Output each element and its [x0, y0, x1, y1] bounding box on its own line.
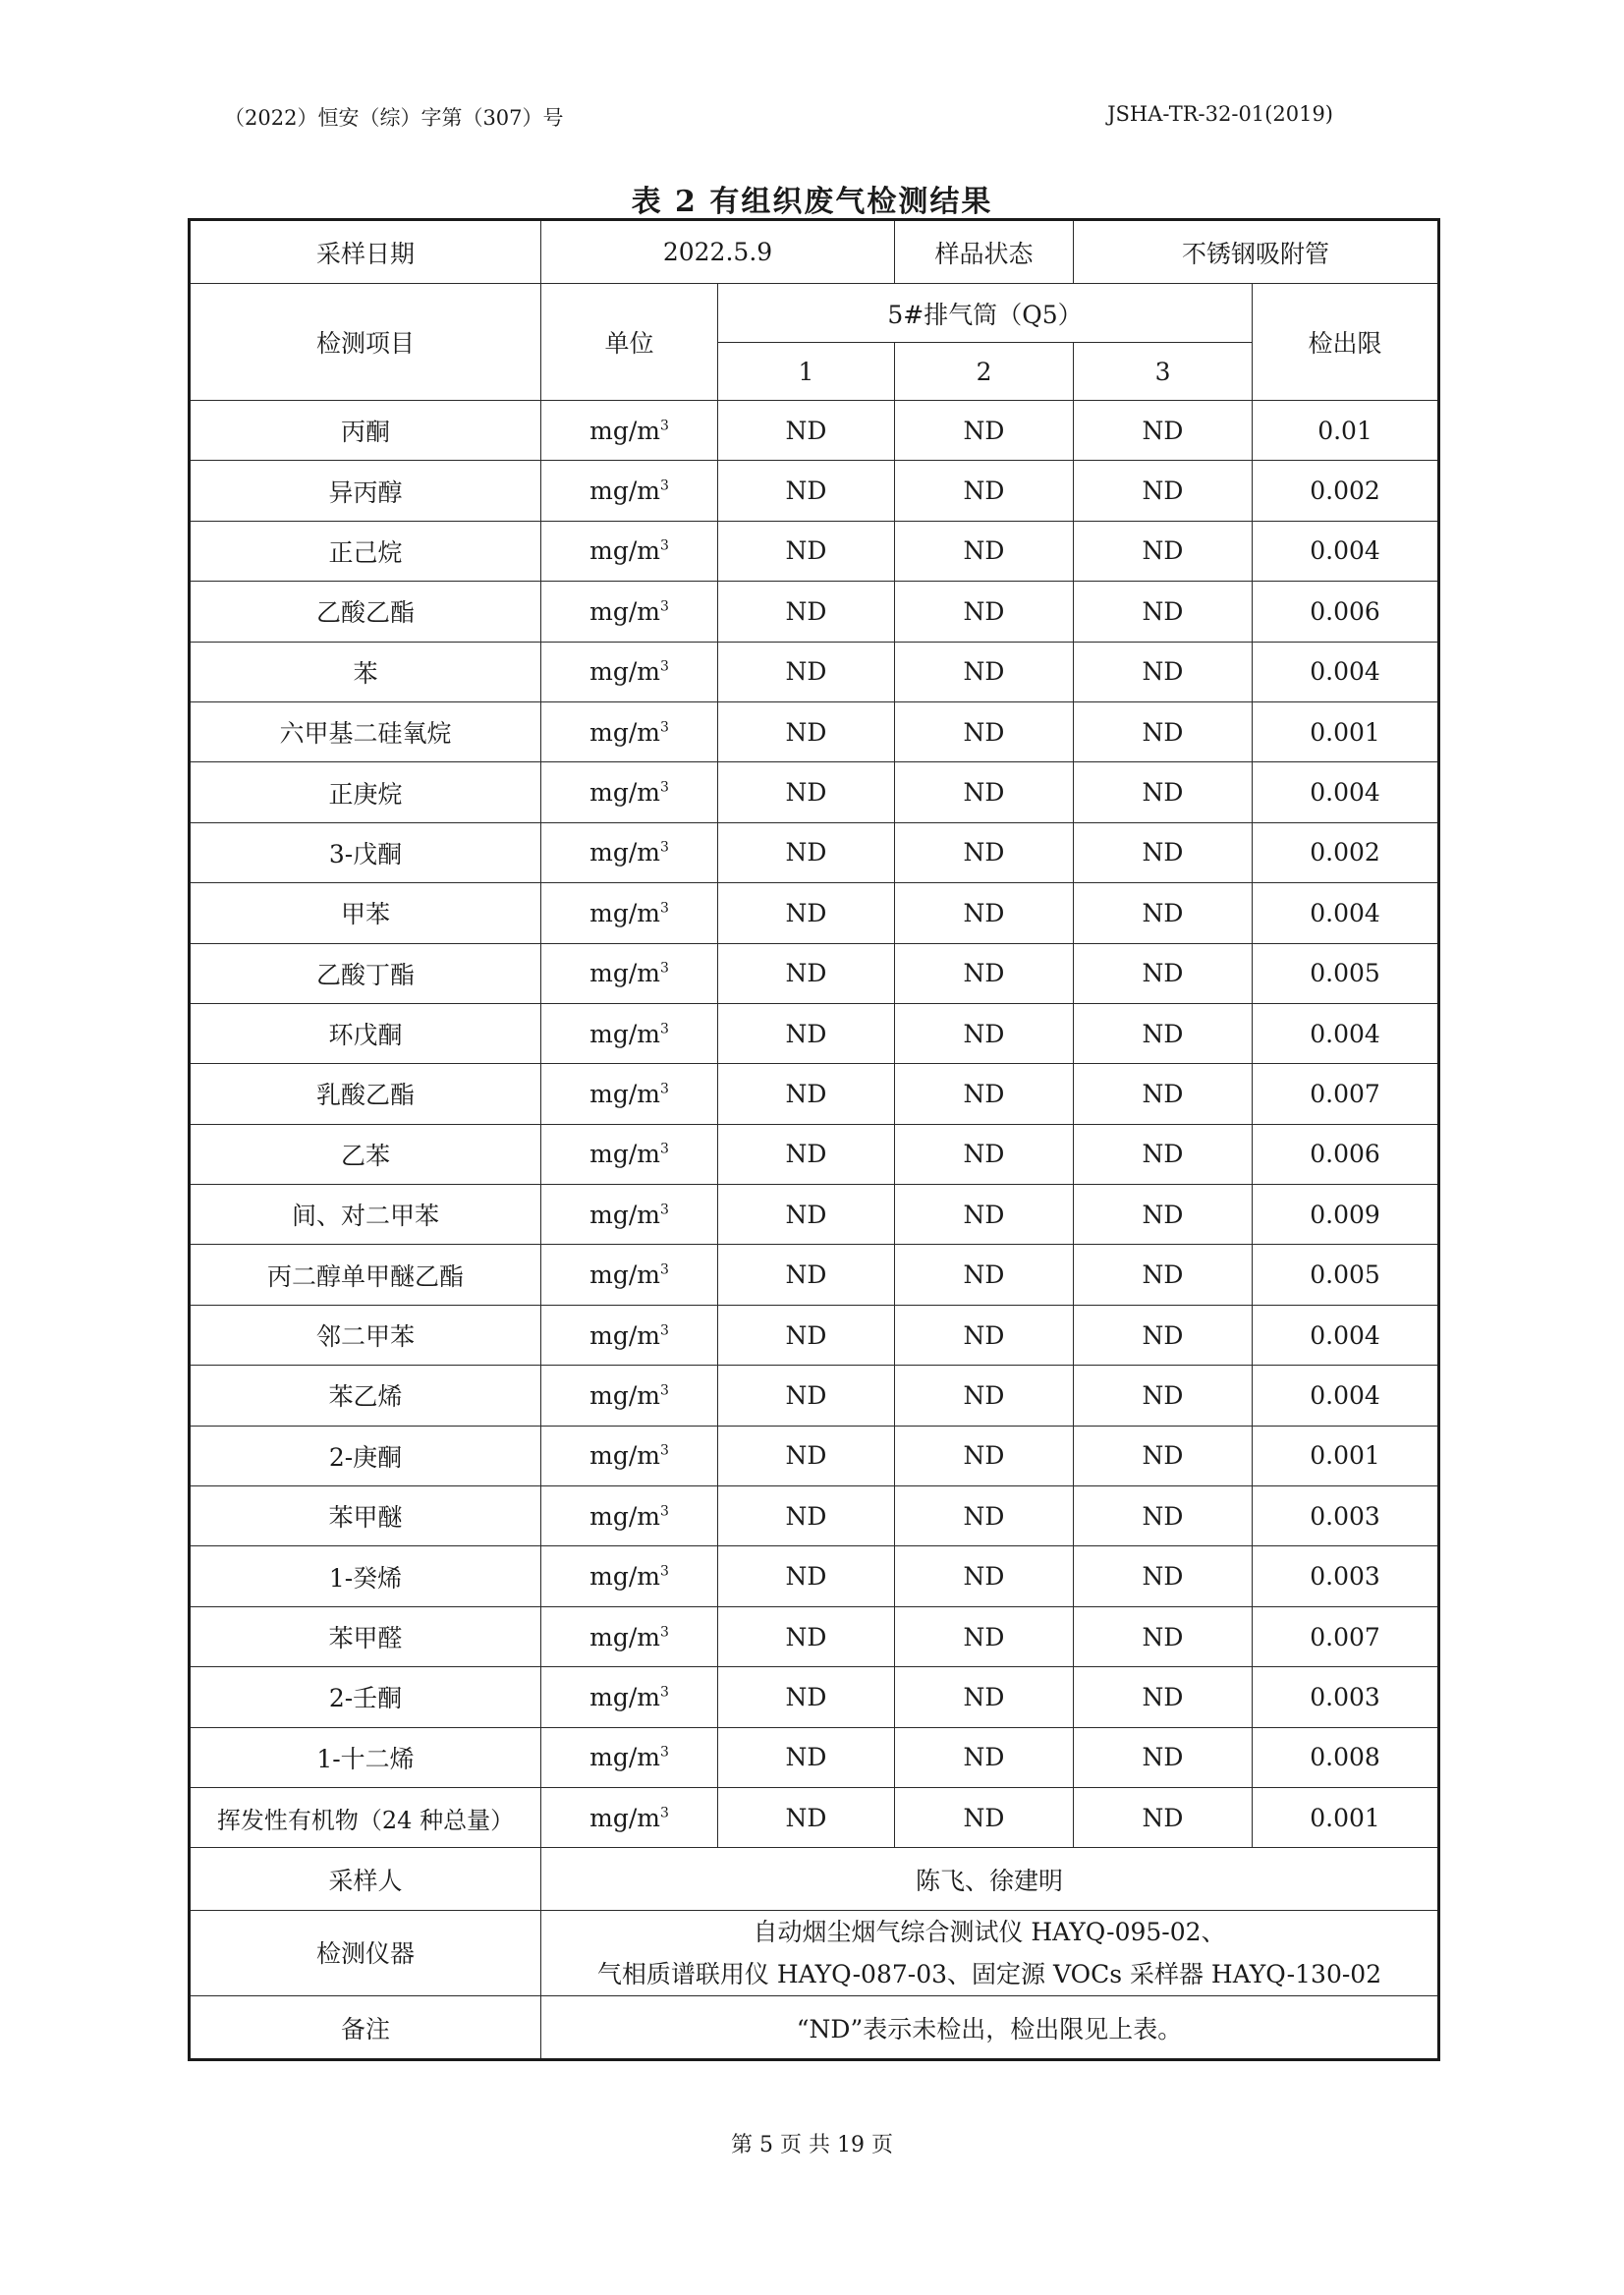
row-limit: 0.001 [1253, 701, 1439, 761]
col-sub-1: 1 [718, 343, 895, 401]
unit-text: mg/m [589, 1019, 660, 1048]
row-unit [541, 1606, 718, 1666]
row-value-2: ND [895, 1727, 1074, 1787]
col-unit-header: 单位 [541, 284, 718, 401]
row-limit: 0.004 [1253, 521, 1439, 581]
row-limit: 0.001 [1253, 1426, 1439, 1485]
unit-text: mg/m [589, 1803, 660, 1832]
row-item: 苯甲醚 [190, 1486, 541, 1546]
row-unit [541, 642, 718, 701]
table-row [190, 822, 1439, 882]
row-item: 乳酸乙酯 [190, 1064, 541, 1124]
table-row [190, 1124, 1439, 1184]
unit-text: mg/m [589, 657, 660, 687]
unit-text: mg/m [589, 1140, 660, 1169]
row-unit [541, 1426, 718, 1485]
row-limit: 0.007 [1253, 1064, 1439, 1124]
row-value-3: ND [1074, 401, 1253, 461]
sampler-names: 陈飞、徐建明 [541, 1848, 1439, 1911]
row-value-3: ND [1074, 701, 1253, 761]
remark-text: “ND”表示未检出，检出限见上表。 [541, 1996, 1439, 2060]
row-value-1: ND [718, 1606, 895, 1666]
col-group-header: 5#排气筒（Q5） [718, 284, 1253, 343]
sampler-label: 采样人 [190, 1848, 541, 1911]
row-value-2: ND [895, 1366, 1074, 1426]
unit-text: mg/m [589, 838, 660, 868]
row-item: 苯 [190, 642, 541, 701]
row-value-2: ND [895, 1305, 1074, 1365]
row-value-3: ND [1074, 1787, 1253, 1847]
row-unit [541, 701, 718, 761]
row-value-3: ND [1074, 461, 1253, 521]
row-unit [541, 762, 718, 822]
table-row [190, 1426, 1439, 1485]
unit-text: mg/m [589, 1441, 660, 1471]
row-limit: 0.005 [1253, 943, 1439, 1003]
unit-superscript: 3 [659, 1202, 669, 1218]
row-unit [541, 1245, 718, 1305]
unit-superscript: 3 [659, 779, 669, 796]
row-item: 丙酮 [190, 401, 541, 461]
row-limit: 0.002 [1253, 461, 1439, 521]
unit-text: mg/m [589, 1320, 660, 1350]
unit-text: mg/m [589, 717, 660, 747]
instrument-line-1: 自动烟尘烟气综合测试仪 HAYQ-095-02、 [753, 1918, 1226, 1947]
row-value-1: ND [718, 461, 895, 521]
row-limit: 0.007 [1253, 1606, 1439, 1666]
row-unit [541, 461, 718, 521]
col-sub-2: 2 [895, 343, 1074, 401]
row-value-2: ND [895, 582, 1074, 642]
row-value-2: ND [895, 1546, 1074, 1606]
row-item: 乙苯 [190, 1124, 541, 1184]
unit-text: mg/m [589, 1079, 660, 1108]
row-value-1: ND [718, 1546, 895, 1606]
table-row [190, 1245, 1439, 1305]
row-value-3: ND [1074, 1426, 1253, 1485]
row-value-3: ND [1074, 1245, 1253, 1305]
row-unit [541, 1667, 718, 1727]
row-value-3: ND [1074, 1486, 1253, 1546]
row-value-2: ND [895, 762, 1074, 822]
row-value-1: ND [718, 701, 895, 761]
row-item: 苯乙烯 [190, 1366, 541, 1426]
row-item: 正己烷 [190, 521, 541, 581]
row-value-3: ND [1074, 1124, 1253, 1184]
row-limit: 0.004 [1253, 1305, 1439, 1365]
row-value-3: ND [1074, 1064, 1253, 1124]
unit-superscript: 3 [659, 1382, 669, 1399]
unit-superscript: 3 [659, 1142, 669, 1158]
row-item: 异丙醇 [190, 461, 541, 521]
unit-superscript: 3 [659, 477, 669, 494]
row-value-2: ND [895, 521, 1074, 581]
row-limit: 0.003 [1253, 1546, 1439, 1606]
unit-superscript: 3 [659, 719, 669, 736]
row-unit [541, 1003, 718, 1063]
row-value-3: ND [1074, 1606, 1253, 1666]
row-item: 苯甲醛 [190, 1606, 541, 1666]
row-value-2: ND [895, 701, 1074, 761]
unit-text: mg/m [589, 1743, 660, 1772]
row-item: 2-庚酮 [190, 1426, 541, 1485]
row-value-2: ND [895, 883, 1074, 943]
row-value-3: ND [1074, 582, 1253, 642]
row-unit [541, 943, 718, 1003]
row-value-1: ND [718, 822, 895, 882]
row-value-1: ND [718, 1486, 895, 1546]
row-value-1: ND [718, 521, 895, 581]
row-item: 甲苯 [190, 883, 541, 943]
row-item: 挥发性有机物（24 种总量） [190, 1787, 541, 1847]
unit-text: mg/m [589, 1682, 660, 1711]
row-unit [541, 1787, 718, 1847]
row-item: 3-戊酮 [190, 822, 541, 882]
unit-superscript: 3 [659, 538, 669, 555]
row-limit: 0.001 [1253, 1787, 1439, 1847]
table-row [190, 943, 1439, 1003]
col-limit-header: 检出限 [1253, 284, 1439, 401]
row-value-3: ND [1074, 642, 1253, 701]
row-value-2: ND [895, 1667, 1074, 1727]
row-unit [541, 1546, 718, 1606]
table-row [190, 642, 1439, 701]
unit-superscript: 3 [659, 840, 669, 857]
unit-text: mg/m [589, 1380, 660, 1410]
row-value-2: ND [895, 1606, 1074, 1666]
row-value-1: ND [718, 762, 895, 822]
table-row [190, 701, 1439, 761]
table-row [190, 1606, 1439, 1666]
sampler-row [190, 1848, 1439, 1911]
row-value-2: ND [895, 1486, 1074, 1546]
table-row [190, 1787, 1439, 1847]
table-title: 表 2 有组织废气检测结果 [631, 185, 993, 219]
remark-label: 备注 [190, 1996, 541, 2060]
row-item: 间、对二甲苯 [190, 1185, 541, 1245]
row-unit [541, 1185, 718, 1245]
row-limit: 0.004 [1253, 1003, 1439, 1063]
row-value-3: ND [1074, 1727, 1253, 1787]
report-number: （2022）恒安（综）字第（307）号 [224, 106, 564, 130]
unit-superscript: 3 [659, 1261, 669, 1278]
row-limit: 0.006 [1253, 582, 1439, 642]
unit-text: mg/m [589, 1501, 660, 1531]
unit-text: mg/m [589, 1562, 660, 1592]
row-limit: 0.002 [1253, 822, 1439, 882]
row-value-2: ND [895, 943, 1074, 1003]
row-value-2: ND [895, 1003, 1074, 1063]
column-header-row [190, 284, 1439, 343]
unit-text: mg/m [589, 536, 660, 566]
row-item: 六甲基二硅氧烷 [190, 701, 541, 761]
unit-text: mg/m [589, 416, 660, 445]
unit-text: mg/m [589, 1622, 660, 1651]
table-row [190, 883, 1439, 943]
row-limit: 0.005 [1253, 1245, 1439, 1305]
row-value-3: ND [1074, 1305, 1253, 1365]
table-row [190, 1305, 1439, 1365]
row-value-3: ND [1074, 1546, 1253, 1606]
row-item: 2-壬酮 [190, 1667, 541, 1727]
row-value-1: ND [718, 1003, 895, 1063]
row-unit [541, 582, 718, 642]
unit-superscript: 3 [659, 1805, 669, 1821]
table-row [190, 401, 1439, 461]
table-row [190, 1185, 1439, 1245]
row-limit: 0.004 [1253, 762, 1439, 822]
row-unit [541, 1486, 718, 1546]
row-value-1: ND [718, 401, 895, 461]
row-value-2: ND [895, 1064, 1074, 1124]
row-limit: 0.003 [1253, 1667, 1439, 1727]
sample-state-label: 样品状态 [895, 220, 1074, 284]
instrument-list [541, 1911, 1439, 1996]
unit-text: mg/m [589, 1200, 660, 1229]
instrument-row [190, 1911, 1439, 1996]
unit-superscript: 3 [659, 1081, 669, 1097]
row-unit [541, 883, 718, 943]
unit-superscript: 3 [659, 658, 669, 675]
row-item: 乙酸乙酯 [190, 582, 541, 642]
unit-superscript: 3 [659, 1021, 669, 1037]
instrument-label: 检测仪器 [190, 1911, 541, 1996]
unit-superscript: 3 [659, 1684, 669, 1701]
table-row [190, 1727, 1439, 1787]
row-value-2: ND [895, 461, 1074, 521]
row-item: 丙二醇单甲醚乙酯 [190, 1245, 541, 1305]
row-unit [541, 401, 718, 461]
sample-state: 不锈钢吸附管 [1074, 220, 1439, 284]
unit-text: mg/m [589, 476, 660, 506]
row-value-1: ND [718, 1727, 895, 1787]
unit-superscript: 3 [659, 1503, 669, 1520]
row-value-1: ND [718, 1305, 895, 1365]
document-code: JSHA-TR-32-01(2019) [1107, 102, 1333, 126]
row-value-1: ND [718, 642, 895, 701]
remark-row [190, 1996, 1439, 2060]
row-value-3: ND [1074, 943, 1253, 1003]
unit-superscript: 3 [659, 900, 669, 917]
results-table [188, 218, 1440, 2061]
table-row [190, 1546, 1439, 1606]
row-unit [541, 1727, 718, 1787]
unit-text: mg/m [589, 596, 660, 626]
row-value-1: ND [718, 1667, 895, 1727]
row-item: 正庚烷 [190, 762, 541, 822]
table-row [190, 762, 1439, 822]
table-row [190, 1366, 1439, 1426]
row-value-1: ND [718, 1064, 895, 1124]
row-limit: 0.008 [1253, 1727, 1439, 1787]
row-unit [541, 521, 718, 581]
table-row [190, 521, 1439, 581]
row-value-2: ND [895, 822, 1074, 882]
row-item: 邻二甲苯 [190, 1305, 541, 1365]
table-row [190, 1003, 1439, 1063]
row-unit [541, 822, 718, 882]
row-limit: 0.004 [1253, 1366, 1439, 1426]
row-value-1: ND [718, 1245, 895, 1305]
row-item: 1-十二烯 [190, 1727, 541, 1787]
unit-superscript: 3 [659, 1322, 669, 1339]
table-row [190, 461, 1439, 521]
table-row [190, 582, 1439, 642]
row-limit: 0.003 [1253, 1486, 1439, 1546]
unit-superscript: 3 [659, 960, 669, 977]
unit-text: mg/m [589, 778, 660, 808]
sampling-date-label: 采样日期 [190, 220, 541, 284]
row-limit: 0.006 [1253, 1124, 1439, 1184]
row-value-1: ND [718, 1426, 895, 1485]
row-value-1: ND [718, 1787, 895, 1847]
instrument-line-2: 气相质谱联用仪 HAYQ-087-03、固定源 VOCs 采样器 HAYQ-130-02 [596, 1960, 1382, 1989]
row-value-1: ND [718, 1124, 895, 1184]
table-row [190, 1064, 1439, 1124]
unit-superscript: 3 [659, 1563, 669, 1580]
row-value-3: ND [1074, 822, 1253, 882]
row-value-2: ND [895, 1185, 1074, 1245]
unit-text: mg/m [589, 959, 660, 988]
row-value-1: ND [718, 1366, 895, 1426]
row-value-3: ND [1074, 762, 1253, 822]
row-value-2: ND [895, 1426, 1074, 1485]
row-value-3: ND [1074, 1185, 1253, 1245]
row-unit [541, 1064, 718, 1124]
sampling-date: 2022.5.9 [541, 220, 895, 284]
row-value-3: ND [1074, 521, 1253, 581]
row-value-1: ND [718, 582, 895, 642]
row-value-1: ND [718, 1185, 895, 1245]
row-limit: 0.01 [1253, 401, 1439, 461]
row-value-3: ND [1074, 1667, 1253, 1727]
row-value-2: ND [895, 1124, 1074, 1184]
row-limit: 0.004 [1253, 642, 1439, 701]
unit-superscript: 3 [659, 598, 669, 615]
row-unit [541, 1366, 718, 1426]
row-unit [541, 1124, 718, 1184]
unit-superscript: 3 [659, 1744, 669, 1761]
row-value-1: ND [718, 943, 895, 1003]
row-value-2: ND [895, 642, 1074, 701]
row-limit: 0.004 [1253, 883, 1439, 943]
row-limit: 0.009 [1253, 1185, 1439, 1245]
row-value-3: ND [1074, 1366, 1253, 1426]
unit-superscript: 3 [659, 1624, 669, 1641]
table-row [190, 1486, 1439, 1546]
row-value-3: ND [1074, 883, 1253, 943]
row-unit [541, 1305, 718, 1365]
row-value-3: ND [1074, 1003, 1253, 1063]
row-value-1: ND [718, 883, 895, 943]
page-number: 第 5 页 共 19 页 [731, 2133, 893, 2157]
row-item: 1-癸烯 [190, 1546, 541, 1606]
unit-superscript: 3 [659, 418, 669, 434]
meta-row [190, 220, 1439, 284]
row-item: 乙酸丁酯 [190, 943, 541, 1003]
unit-superscript: 3 [659, 1443, 669, 1459]
col-sub-3: 3 [1074, 343, 1253, 401]
row-value-2: ND [895, 1787, 1074, 1847]
row-item: 环戊酮 [190, 1003, 541, 1063]
unit-text: mg/m [589, 898, 660, 927]
unit-text: mg/m [589, 1260, 660, 1290]
table-row [190, 1667, 1439, 1727]
row-value-2: ND [895, 401, 1074, 461]
col-item-header: 检测项目 [190, 284, 541, 401]
row-value-2: ND [895, 1245, 1074, 1305]
